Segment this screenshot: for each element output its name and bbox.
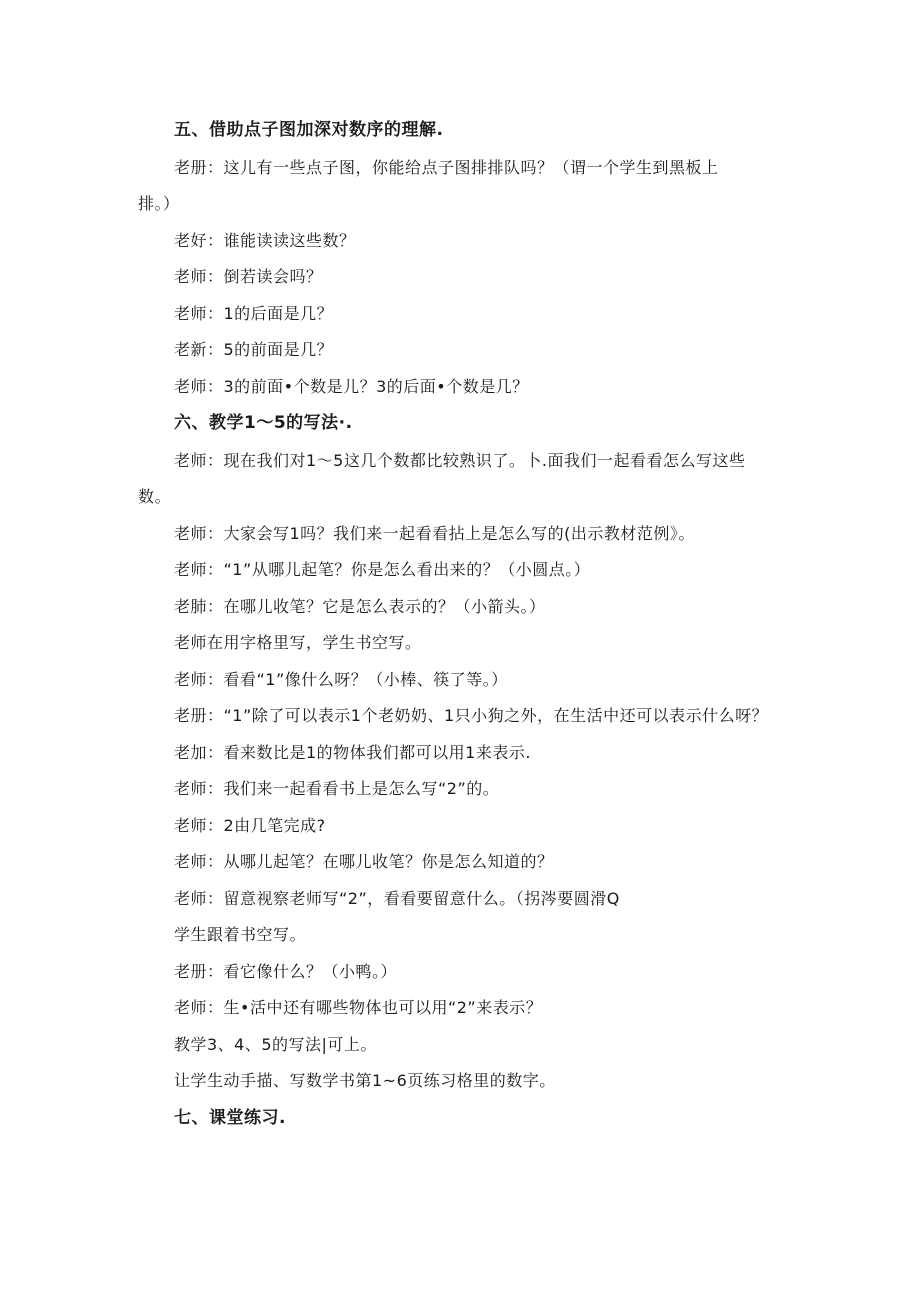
text-line: 老师：看看“1”像什么呀？（小棒、筷了等。） (174, 670, 508, 689)
text-line: 让学生动手描、写数学书第1~6页练习格里的数字。 (174, 1071, 556, 1090)
text-line: 老师在用字格里写，学生书空写。 (174, 633, 422, 652)
text-line: 老册：这儿有一些点子图，你能给点子图排排队吗？（谓一个学生到黑板上 (174, 158, 719, 177)
text-line: 老师：3的前面•个数是儿？3的后面•个数是几？ (174, 377, 529, 396)
text-line: 老师：现在我们对1～5这几个数都比较熟识了。卜.面我们一起看看怎么写这些 (174, 451, 746, 470)
text-line: 学生跟着书空写。 (174, 925, 307, 944)
text-line: 老好：谁能读读这些数？ (174, 231, 356, 250)
text-line: 教学3、4、5的写法|可上。 (174, 1035, 377, 1054)
text-line: 老加：看来数比是1的物体我们都可以用1来表示. (174, 743, 531, 762)
text-line: 老师：我们来一起看看书上是怎么写“2”的。 (174, 779, 500, 798)
text-line: 老师：倒若读会吗？ (174, 267, 323, 286)
text-line: 老册：看它像什么？（小鸭。） (174, 962, 398, 981)
section-heading-5: 五、借助点子图加深对数序的理解. (174, 120, 444, 140)
section-heading-7: 七、课堂练习. (174, 1108, 286, 1128)
text-line: 老册：“1”除了可以表示1个老奶奶、1只小狗之外，在生活中还可以表示什么呀？ (174, 706, 769, 725)
text-line: 老师：从哪儿起笔？在哪儿收笔？你是怎么知道的？ (174, 852, 554, 871)
text-line: 老师：大家会写1吗？我们来一起看看拈上是怎么写的(出示教材范例》。 (174, 524, 695, 543)
text-line: 老师：留意视察老师写“2”，看看要留意什么。（拐涔要圆滑Q (174, 889, 620, 908)
text-line: 老师：生•活中还有哪些物体也可以用“2”来表示？ (174, 998, 543, 1017)
text-line: 数。 (138, 487, 172, 506)
text-line: 老师：“1”从哪儿起笔？你是怎么看出来的？（小圆点。） (174, 560, 591, 579)
text-line: 排。） (138, 194, 180, 213)
text-line: 老肺：在哪儿收笔？它是怎么表示的？（小箭头。） (174, 597, 546, 616)
section-heading-6: 六、教学1〜5的写法·. (174, 413, 353, 433)
text-line: 老新：5的前面是几？ (174, 340, 334, 359)
text-line: 老师：1的后面是几？ (174, 304, 334, 323)
text-line: 老师：2由几笔完成? (174, 816, 326, 835)
